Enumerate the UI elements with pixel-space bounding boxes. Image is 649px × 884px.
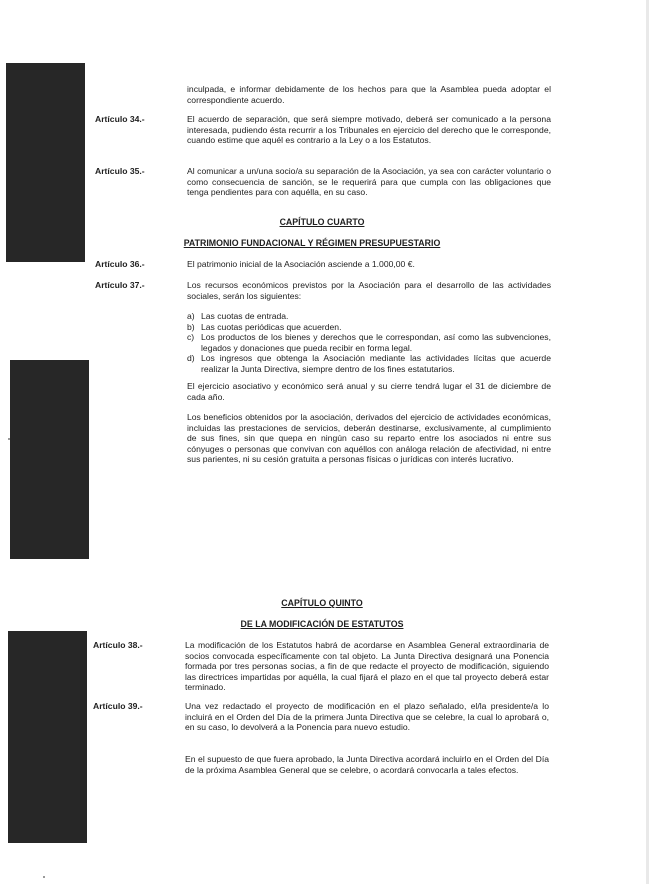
resources-list [187, 311, 551, 375]
list-item: a) Las cuotas de entrada. [187, 311, 289, 321]
redaction-bar-bottom [8, 631, 87, 843]
article-37-fiscal-year: El ejercicio asociativo y económico será anual y su cierre tendrá lugar el 31 de diciembre de cada año. [187, 381, 551, 402]
article-39-label: Artículo 39.- [93, 701, 143, 711]
list-item: d) Los ingresos que obtenga la Asociación mediante las actividades lícitas que acuerde realizar la Junta Directiva, siempre dentro de los fines estatutarios. [187, 353, 551, 374]
article-37-label: Artículo 37.- [95, 280, 145, 290]
redaction-bar-top [6, 63, 85, 262]
article-35-label: Artículo 35.- [95, 166, 145, 176]
scan-speck [8, 438, 10, 440]
redaction-bar-middle [10, 360, 89, 559]
scan-speck [43, 876, 45, 878]
article-39-approval: En el supuesto de que fuera aprobado, la Junta Directiva acordará incluirlo en el Orden del Día de la próxima Asamblea General que se celebre, o acordará convocarla a tales efectos. [185, 754, 549, 775]
chapter-5-title: CAPÍTULO QUINTO [281, 598, 363, 608]
article-36-label: Artículo 36.- [95, 259, 145, 269]
article-35-text: Al comunicar a un/una socio/a su separación de la Asociación, ya sea con carácter voluntario o como consecuencia de sanción, se le requerirá para que cumpla con las obligaciones que tenga pendientes para con aquélla, en su caso. [187, 166, 551, 198]
article-34-label: Artículo 34.- [95, 114, 145, 124]
article-38-label: Artículo 38.- [93, 640, 143, 650]
list-item: c) Los productos de los bienes y derechos que le correspondan, así como las subvenciones, legados y donaciones que pueda recibir en forma legal. [187, 332, 551, 353]
chapter-4-subtitle: PATRIMONIO FUNDACIONAL Y RÉGIMEN PRESUPUESTARIO [183, 238, 441, 248]
article-39-text: Una vez redactado el proyecto de modificación en el plazo señalado, el/la presidente/a lo incluirá en el Orden del Día de la primera Junta Directiva que se celebre, la cual lo aprobará o, en su caso, lo devolverá a la Ponencia para nuevo estudio. [185, 701, 549, 733]
chapter-4-title: CAPÍTULO CUARTO [279, 217, 365, 227]
article-36-text: El patrimonio inicial de la Asociación asciende a 1.000,00 €. [187, 259, 415, 269]
continuation-paragraph: inculpada, e informar debidamente de los hechos para que la Asamblea pueda adoptar el correspondiente acuerdo. [187, 84, 551, 105]
article-38-text: La modificación de los Estatutos habrá de acordarse en Asamblea General extraordinaria de socios convocada específicamente con tal objeto. La Junta Directiva designará una Ponencia formada por tres personas socias, a fin de que redacte el proyecto de modificación, siguiendo las directrices impartidas por aquélla, la cual fijará el plazo en el que tal proyecto deberá estar terminado. [185, 640, 549, 693]
chapter-5-subtitle: DE LA MODIFICACIÓN DE ESTATUTOS [240, 619, 404, 629]
list-item: b) Las cuotas periódicas que acuerden. [187, 321, 342, 332]
article-37-profits: Los beneficios obtenidos por la asociación, derivados del ejercicio de actividades económicas, incluidas las prestaciones de servicios, deberán destinarse, exclusivamente, al cumplimiento de sus fines, sin que quepa en ningún caso su reparto entre los asociados ni entre sus cónyuges o personas que convivan con aquéllos con análoga relación de afectividad, ni entre sus parientes, ni su cesión gratuita a personas físicas o jurídicas con interés lucrativo. [187, 412, 551, 465]
article-37-intro: Los recursos económicos previstos por la Asociación para el desarrollo de las actividades sociales, serán los siguientes: [187, 280, 551, 301]
article-34-text: El acuerdo de separación, que será siempre motivado, deberá ser comunicado a la persona interesada, pudiendo ésta recurrir a los Tribunales en ejercicio del derecho que le corresponde, cuando estime que aquél es contrario a la Ley o a los Estatutos. [187, 114, 551, 146]
